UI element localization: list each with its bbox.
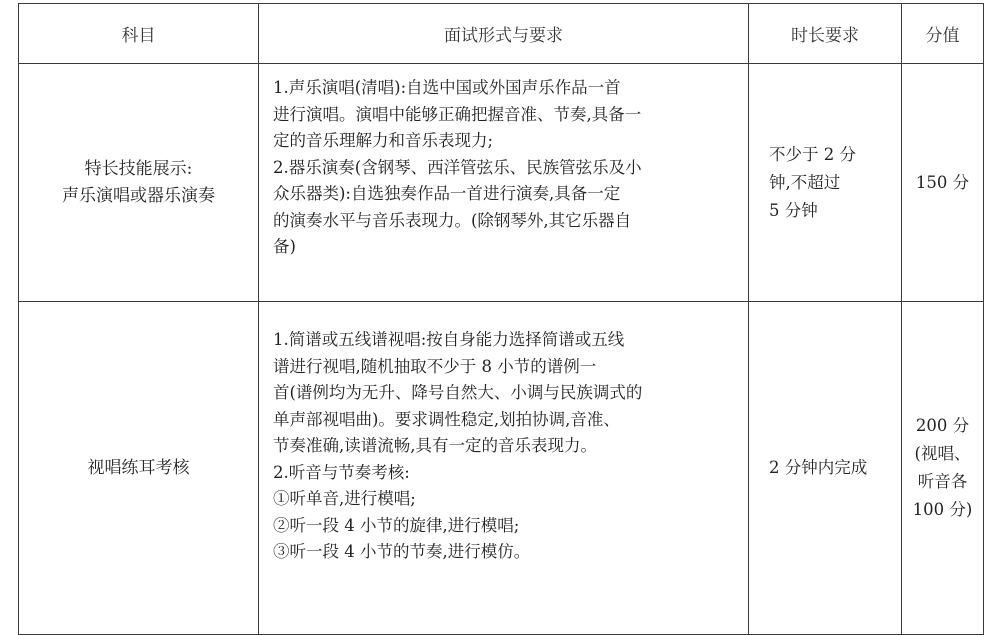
score-line: (视唱、 xyxy=(914,444,971,463)
form-line: 1.简谱或五线谱视唱:按自身能力选择简谱或五线 xyxy=(273,330,625,349)
form-line: 进行演唱。演唱中能够正确把握音准、节奏,具备一 xyxy=(273,104,642,124)
form-line: 1.声乐演唱(清唱):自选中国或外国声乐作品一首 xyxy=(273,78,621,97)
exam-requirements-table xyxy=(18,3,984,635)
duration-line: 钟,不超过 xyxy=(769,172,841,192)
score-line: 200 分 xyxy=(915,416,970,435)
form-cell xyxy=(259,64,749,302)
header-duration: 时长要求 xyxy=(749,4,902,64)
duration-line: 不少于 2 分 xyxy=(769,144,856,164)
table-header-row xyxy=(19,4,984,64)
score-cell xyxy=(902,64,984,302)
table-row xyxy=(19,64,984,302)
score-line: 听音各 xyxy=(917,472,968,491)
score-cell xyxy=(902,302,984,635)
table-row xyxy=(19,302,984,635)
form-line: 备) xyxy=(273,237,296,256)
header-subject: 科目 xyxy=(19,4,259,64)
subject-line: 特长技能展示: xyxy=(84,158,193,179)
subject-line: 声乐演唱或器乐演奏 xyxy=(62,185,215,206)
form-line: 2.器乐演奏(含钢琴、西洋管弦乐、民族管弦乐及小 xyxy=(273,157,642,177)
form-line: 2.听音与节奏考核: xyxy=(273,462,410,482)
form-line: 的演奏水平与音乐表现力。(除钢琴外,其它乐器自 xyxy=(273,210,632,230)
header-score: 分值 xyxy=(902,4,984,64)
form-line: ①听单音,进行模唱; xyxy=(273,489,416,508)
form-line: 谱进行视唱,随机抽取不少于 8 小节的谱例一 xyxy=(273,356,597,376)
form-line: 节奏准确,读谱流畅,具有一定的音乐表现力。 xyxy=(273,436,597,455)
subject-cell xyxy=(19,302,259,635)
duration-line: 5 分钟 xyxy=(769,200,818,220)
duration-cell xyxy=(749,64,902,302)
form-line: 首(谱例均为无升、降号自然大、小调与民族调式的 xyxy=(273,383,643,402)
form-cell xyxy=(259,302,749,635)
score-line: 100 分) xyxy=(912,500,973,519)
duration-cell xyxy=(749,302,902,635)
form-line: ②听一段 4 小节的旋律,进行模唱; xyxy=(273,515,520,535)
header-form: 面试形式与要求 xyxy=(259,4,749,64)
subject-line: 视唱练耳考核 xyxy=(87,457,190,478)
subject-cell xyxy=(19,64,259,302)
form-line: 定的音乐理解力和音乐表现力; xyxy=(273,131,494,150)
score-line: 150 分 xyxy=(915,172,970,192)
form-line: ③听一段 4 小节的节奏,进行模仿。 xyxy=(273,542,531,561)
form-line: 单声部视唱曲)。要求调性稳定,划拍协调,音准、 xyxy=(273,409,620,429)
duration-line: 2 分钟内完成 xyxy=(769,458,868,477)
form-line: 众乐器类):自选独奏作品一首进行演奏,具备一定 xyxy=(273,184,621,203)
